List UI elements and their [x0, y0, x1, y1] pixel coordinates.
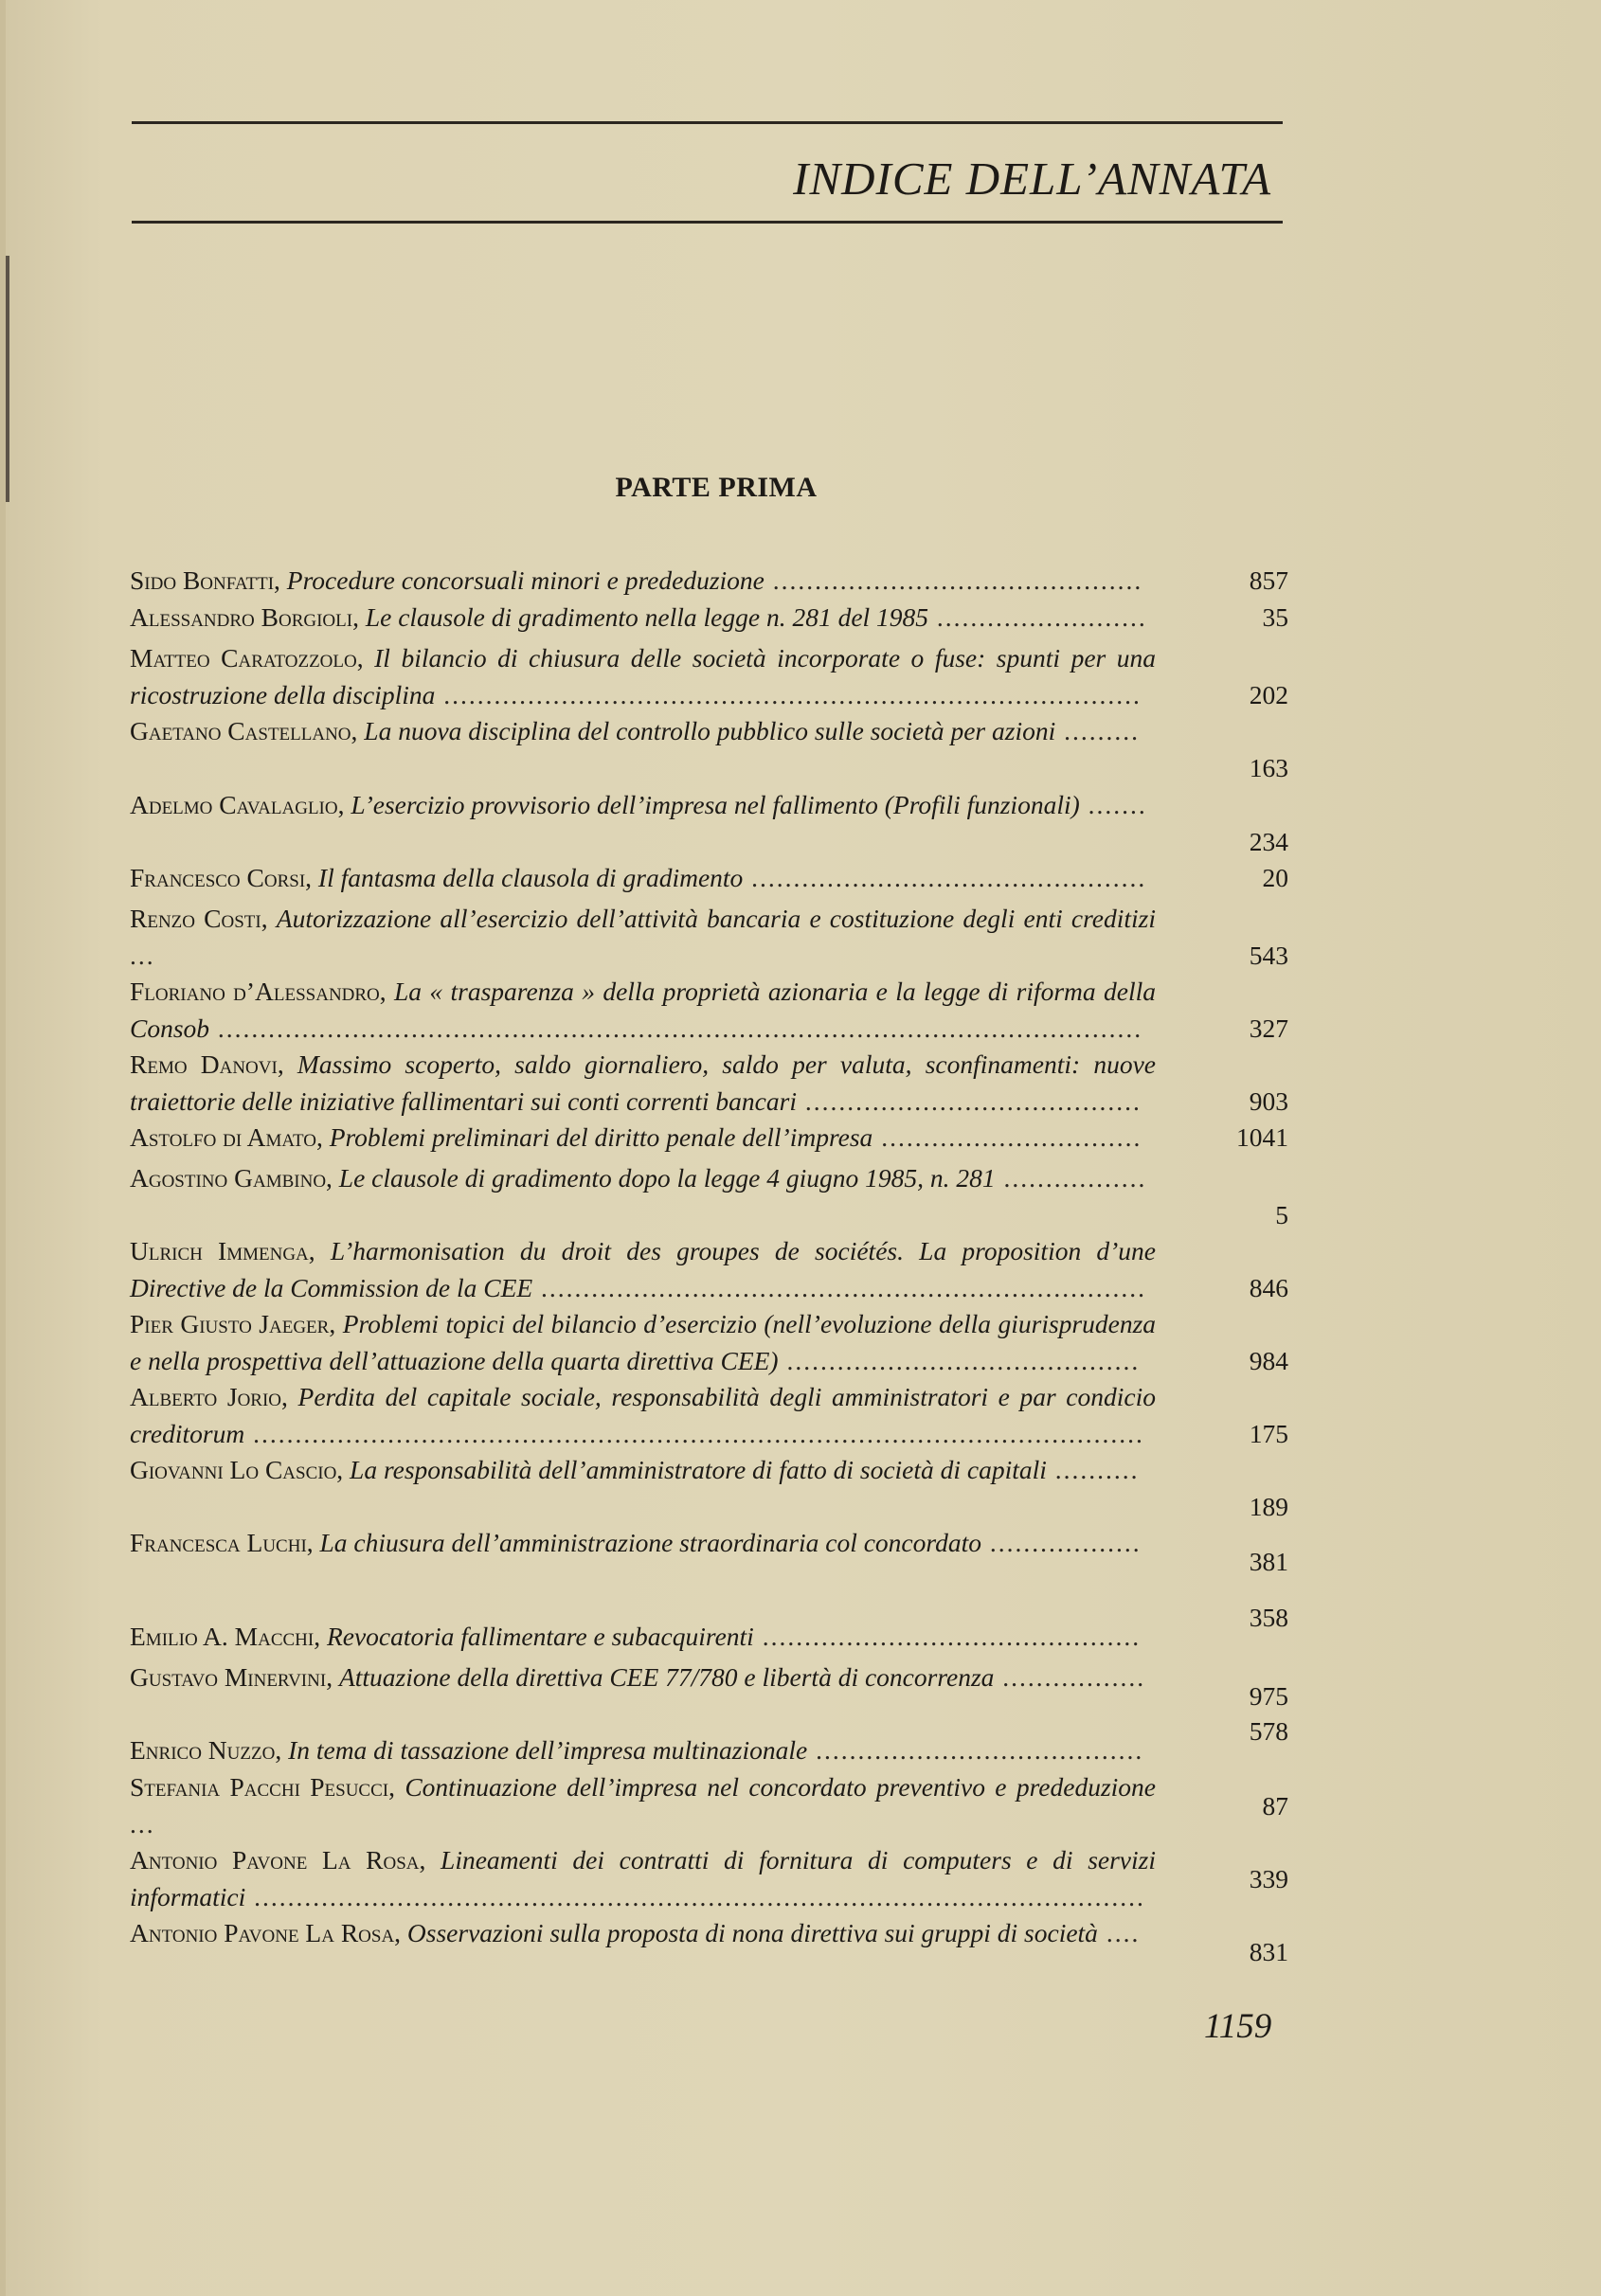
- entry-page-number: 189: [1249, 1492, 1288, 1521]
- entry-page-number: 1041: [1236, 1122, 1288, 1152]
- entry-text: Antonio Pavone La Rosa, Osservazioni sulla proposta di nona direttiva sui gruppi di società ....: [130, 1918, 1141, 1947]
- entry-page-number: 202: [1249, 680, 1288, 709]
- entry-title: Osservazioni sulla proposta di nona direttiva sui gruppi di società: [406, 1918, 1098, 1947]
- entry-author: Enrico Nuzzo: [130, 1735, 276, 1765]
- dot-leader: ............................................: [764, 565, 1143, 595]
- dot-leader: ..................: [980, 1528, 1142, 1557]
- index-entry: [130, 900, 1288, 974]
- entry-author: Astolfo di Amato: [130, 1122, 316, 1152]
- entry-text: Francesca Luchi, La chiusura dell’amministrazione straordinaria col concordato ..................: [130, 1528, 1142, 1557]
- entry-text: Gaetano Castellano, La nuova disciplina del controllo pubblico sulle società per azioni .........: [130, 716, 1140, 745]
- index-entry: [130, 1305, 1288, 1379]
- entry-page-number: 578: [1249, 1716, 1288, 1746]
- entry-author: Adelmo Cavalaglio: [130, 790, 338, 819]
- dot-leader: ..........................................: [778, 1346, 1141, 1375]
- entry-text: Pier Giusto Jaeger, Problemi topici del bilancio d’esercizio (nell’evoluzione della giurisprudenza e nella prospettiva dell’attuazione della quarta direttiva CEE) ..........................................: [130, 1309, 1157, 1375]
- entry-page-number: 381: [1249, 1547, 1288, 1576]
- entry-title: L’esercizio provvisorio dell’impresa nel fallimento (Profili funzionali): [351, 790, 1080, 819]
- page-title: INDICE DELL’ANNATA: [793, 152, 1271, 205]
- entry-title: Problemi topici del bilancio d’esercizio (nell’evoluzione della giurisprudenza e nella prospettiva dell’attuazione della quarta direttiva CEE): [130, 1309, 1157, 1375]
- entry-title: Le clausole di gradimento dopo la legge 4 giugno 1985, n. 281: [338, 1163, 996, 1193]
- index-entry: [130, 1914, 1288, 1966]
- index-entry: [130, 1524, 1288, 1576]
- dot-leader: ........................................: [796, 1086, 1142, 1116]
- entry-title: In tema di tassazione dell’impresa multinazionale: [288, 1735, 808, 1765]
- dot-leader: ..........: [1046, 1455, 1140, 1484]
- entry-text: Antonio Pavone La Rosa, Lineamenti dei contratti di fornitura di computers e di servizi informatici ..........................................................................................................: [130, 1845, 1157, 1911]
- index-entry: [130, 1046, 1288, 1120]
- entry-page-number: 163: [1249, 753, 1288, 782]
- entry-page-number: 846: [1249, 1273, 1288, 1302]
- index-entry: [130, 859, 1288, 896]
- index-entry: [130, 1659, 1288, 1711]
- entry-author: Renzo Costi: [130, 904, 261, 933]
- entry-title: Massimo scoperto, saldo giornaliero, saldo per valuta, sconfinamenti: nuove traiettorie delle iniziative fallimentari sui conti correnti bancari: [130, 1049, 1157, 1116]
- entry-title: Revocatoria fallimentare e subacquirenti: [326, 1622, 754, 1651]
- index-entry: [130, 1768, 1288, 1842]
- dot-leader: .................: [995, 1163, 1147, 1193]
- entry-title: Lineamenti dei contratti di fornitura di computers e di servizi informatici: [130, 1845, 1157, 1911]
- index-entry: [130, 1841, 1288, 1915]
- entry-text: Sido Bonfatti, Procedure concorsuali minori e prededuzione ............................................: [130, 565, 1143, 595]
- dot-leader: .........................: [928, 602, 1147, 632]
- index-entry: [130, 562, 1288, 599]
- entry-author: Agostino Gambino: [130, 1163, 327, 1193]
- entry-title: Le clausole di gradimento nella legge n. 281 del 1985: [365, 602, 929, 632]
- dot-leader: .............................................: [753, 1622, 1142, 1651]
- index-entry: [130, 1232, 1288, 1306]
- entry-page-number: 984: [1249, 1346, 1288, 1375]
- entry-author: Emilio A. Macchi: [130, 1622, 315, 1651]
- binding-edge: [6, 256, 9, 502]
- header-rule-bottom: [132, 221, 1283, 224]
- index-entry: [130, 1716, 1288, 1768]
- index-entry: [130, 1119, 1288, 1156]
- entry-author: Alberto Jorio: [130, 1382, 282, 1411]
- index-entry: [130, 712, 1288, 782]
- entry-text: Emilio A. Macchi, Revocatoria fallimentare e subacquirenti .............................................: [130, 1622, 1142, 1651]
- entry-page-number: 857: [1249, 565, 1288, 595]
- entry-title: Autorizzazione all’esercizio dell’attività bancaria e costituzione degli enti creditizi: [276, 904, 1157, 933]
- index-entry: [130, 599, 1288, 636]
- index-entry: [130, 639, 1288, 713]
- entry-text: Agostino Gambino, Le clausole di gradimento dopo la legge 4 giugno 1985, n. 281 .................: [130, 1163, 1147, 1193]
- dot-leader: ..............................................................................................................: [209, 1013, 1143, 1043]
- entry-text: Remo Danovi, Massimo scoperto, saldo giornaliero, saldo per valuta, sconfinamenti: nuove traiettorie delle iniziative fallimentari sui conti correnti bancari ........................................: [130, 1049, 1157, 1116]
- entry-text: Enrico Nuzzo, In tema di tassazione dell’impresa multinazionale .......................................: [130, 1735, 1144, 1765]
- index-entry: [130, 1451, 1288, 1521]
- entry-title: Perdita del capitale sociale, responsabilità degli amministratori e par condicio creditorum: [130, 1382, 1156, 1448]
- entry-page-number: 87: [1262, 1791, 1288, 1821]
- entry-author: Gustavo Minervini: [130, 1662, 327, 1692]
- entry-text: Alessandro Borgioli, Le clausole di gradimento nella legge n. 281 del 1985 .........................: [130, 602, 1147, 632]
- entry-author: Stefania Pacchi Pesucci: [130, 1772, 389, 1802]
- entry-text: Stefania Pacchi Pesucci, Continuazione dell’impresa nel concordato preventivo e prededuzione ...: [130, 1772, 1156, 1839]
- dot-leader: .......................................: [807, 1735, 1144, 1765]
- entry-page-number: 339: [1249, 1864, 1288, 1893]
- entry-text: Alberto Jorio, Perdita del capitale sociale, responsabilità degli amministratori e par condicio creditorum ..........................................................................................................: [130, 1382, 1156, 1448]
- entry-text: Astolfo di Amato, Problemi preliminari del diritto penale dell’impresa ...............................: [130, 1122, 1142, 1152]
- entry-text: Floriano d’Alessandro, La « trasparenza » della proprietà azionaria e la legge di riforma della Consob ..............................................................................................................: [130, 977, 1156, 1043]
- entry-author: Remo Danovi: [130, 1049, 278, 1079]
- entry-page-number: 234: [1249, 827, 1288, 856]
- entry-author: Alessandro Borgioli: [130, 602, 353, 632]
- entry-title: Il bilancio di chiusura delle società incorporate o fuse: spunti per una ricostruzione della disciplina: [130, 643, 1156, 709]
- entry-title: Problemi preliminari del diritto penale dell’impresa: [329, 1122, 873, 1152]
- entry-text: Renzo Costi, Autorizzazione all’esercizio dell’attività bancaria e costituzione degli enti creditizi ...: [130, 904, 1157, 970]
- entry-title: La responsabilità dell’amministratore di fatto di società di capitali: [350, 1455, 1047, 1484]
- entry-author: Floriano d’Alessandro: [130, 977, 380, 1006]
- entry-page-number: 5: [1275, 1200, 1288, 1229]
- dot-leader: .......: [1079, 790, 1147, 819]
- entry-author: Matteo Caratozzolo: [130, 643, 357, 673]
- entry-author: Sido Bonfatti: [130, 565, 275, 595]
- entry-author: Antonio Pavone La Rosa: [130, 1845, 420, 1874]
- dot-leader: ...: [130, 1809, 155, 1839]
- entry-author: Ulrich Immenga: [130, 1236, 309, 1265]
- entry-author: Antonio Pavone La Rosa: [130, 1918, 395, 1947]
- dot-leader: ...............................: [872, 1122, 1142, 1152]
- entry-page-number: 903: [1249, 1086, 1288, 1116]
- page-number: 1159: [1204, 2007, 1272, 2046]
- entry-author: Giovanni Lo Cascio: [130, 1455, 337, 1484]
- entry-title: Procedure concorsuali minori e prededuzione: [286, 565, 765, 595]
- index-entry: [130, 1378, 1288, 1452]
- dot-leader: ...................................................................................: [435, 680, 1142, 709]
- entry-text: Giovanni Lo Cascio, La responsabilità dell’amministratore di fatto di società di capitali ..........: [130, 1455, 1140, 1484]
- entry-page-number: 175: [1249, 1419, 1288, 1448]
- dot-leader: ....: [1097, 1918, 1141, 1947]
- section-heading: PARTE PRIMA: [615, 472, 818, 503]
- entry-text: Gustavo Minervini, Attuazione della direttiva CEE 77/780 e libertà di concorrenza .................: [130, 1662, 1146, 1692]
- index-entry: [130, 786, 1288, 856]
- entry-text: Francesco Corsi, Il fantasma della clausola di gradimento ...............................................: [130, 863, 1147, 892]
- entry-author: Pier Giusto Jaeger: [130, 1309, 330, 1338]
- page-sheet: [6, 0, 1601, 2296]
- entry-author: Gaetano Castellano: [130, 716, 351, 745]
- entry-author: Francesca Luchi: [130, 1528, 307, 1557]
- entry-title: L’harmonisation du droit des groupes de sociétés. La proposition d’une Directive de la Commission de la CEE: [130, 1236, 1157, 1302]
- entry-page-number: 20: [1262, 863, 1288, 892]
- entry-title: La nuova disciplina del controllo pubblico sulle società per azioni: [364, 716, 1056, 745]
- dot-leader: ........................................................................: [532, 1273, 1147, 1302]
- dot-leader: ...: [130, 941, 155, 970]
- index-entry: [130, 1603, 1288, 1655]
- entry-text: Ulrich Immenga, L’harmonisation du droit des groupes de sociétés. La proposition d’une Directive de la Commission de la CEE ........................................................................: [130, 1236, 1157, 1302]
- entry-page-number: 358: [1249, 1603, 1288, 1632]
- entry-text: Matteo Caratozzolo, Il bilancio di chiusura delle società incorporate o fuse: spunti per una ricostruzione della disciplina ...................................................................................: [130, 643, 1156, 709]
- dot-leader: ..........................................................................................................: [245, 1882, 1145, 1911]
- dot-leader: ...............................................: [743, 863, 1147, 892]
- entry-page-number: 327: [1249, 1013, 1288, 1043]
- index-entry: [130, 973, 1288, 1047]
- entry-author: Francesco Corsi: [130, 863, 306, 892]
- entry-page-number: 543: [1249, 941, 1288, 970]
- entry-title: Attuazione della direttiva CEE 77/780 e libertà di concorrenza: [338, 1662, 995, 1692]
- entry-text: Adelmo Cavalaglio, L’esercizio provvisorio dell’impresa nel fallimento (Profili funzionali) .......: [130, 790, 1147, 819]
- index-entry: [130, 1159, 1288, 1229]
- entry-page-number: 35: [1262, 602, 1288, 632]
- entry-page-number: 831: [1249, 1937, 1288, 1966]
- dot-leader: ..........................................................................................................: [244, 1419, 1144, 1448]
- dot-leader: .........: [1055, 716, 1140, 745]
- entry-title: La chiusura dell’amministrazione straordinaria col concordato: [319, 1528, 981, 1557]
- header-rule-top: [132, 121, 1283, 124]
- entry-title: Continuazione dell’impresa nel concordato preventivo e prededuzione: [405, 1772, 1156, 1802]
- entry-title: La « trasparenza » della proprietà azionaria e la legge di riforma della Consob: [130, 977, 1156, 1043]
- entry-title: Il fantasma della clausola di gradimento: [317, 863, 744, 892]
- dot-leader: .................: [994, 1662, 1146, 1692]
- entry-page-number: 975: [1249, 1681, 1288, 1711]
